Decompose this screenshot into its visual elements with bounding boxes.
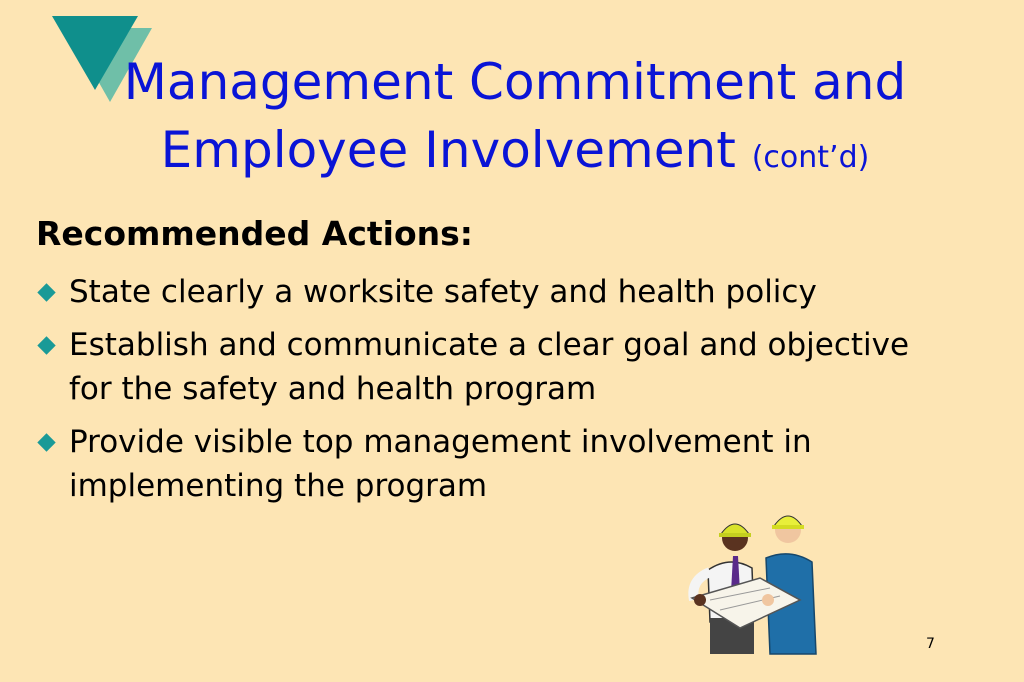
bullet-list bbox=[36, 270, 936, 517]
diamond-bullet-icon bbox=[37, 283, 55, 301]
title-sub: (cont’d) bbox=[751, 140, 870, 175]
bullet-item bbox=[36, 420, 936, 508]
diamond-bullet-icon bbox=[37, 433, 55, 451]
slide-title bbox=[40, 48, 990, 192]
page-number: 7 bbox=[926, 636, 935, 652]
bullet-text: State clearly a worksite safety and health policy bbox=[69, 274, 817, 310]
diamond-bullet-icon bbox=[37, 336, 55, 354]
title-main: Management Commitment and Employee Involvement bbox=[123, 53, 907, 179]
construction-workers-clipart bbox=[680, 500, 830, 660]
bullet-item bbox=[36, 323, 936, 411]
section-heading: Recommended Actions: bbox=[36, 214, 473, 253]
bullet-text: Establish and communicate a clear goal and objective for the safety and health program bbox=[69, 327, 910, 407]
bullet-item bbox=[36, 270, 936, 314]
bullet-text: Provide visible top management involvement in implementing the program bbox=[69, 424, 812, 504]
